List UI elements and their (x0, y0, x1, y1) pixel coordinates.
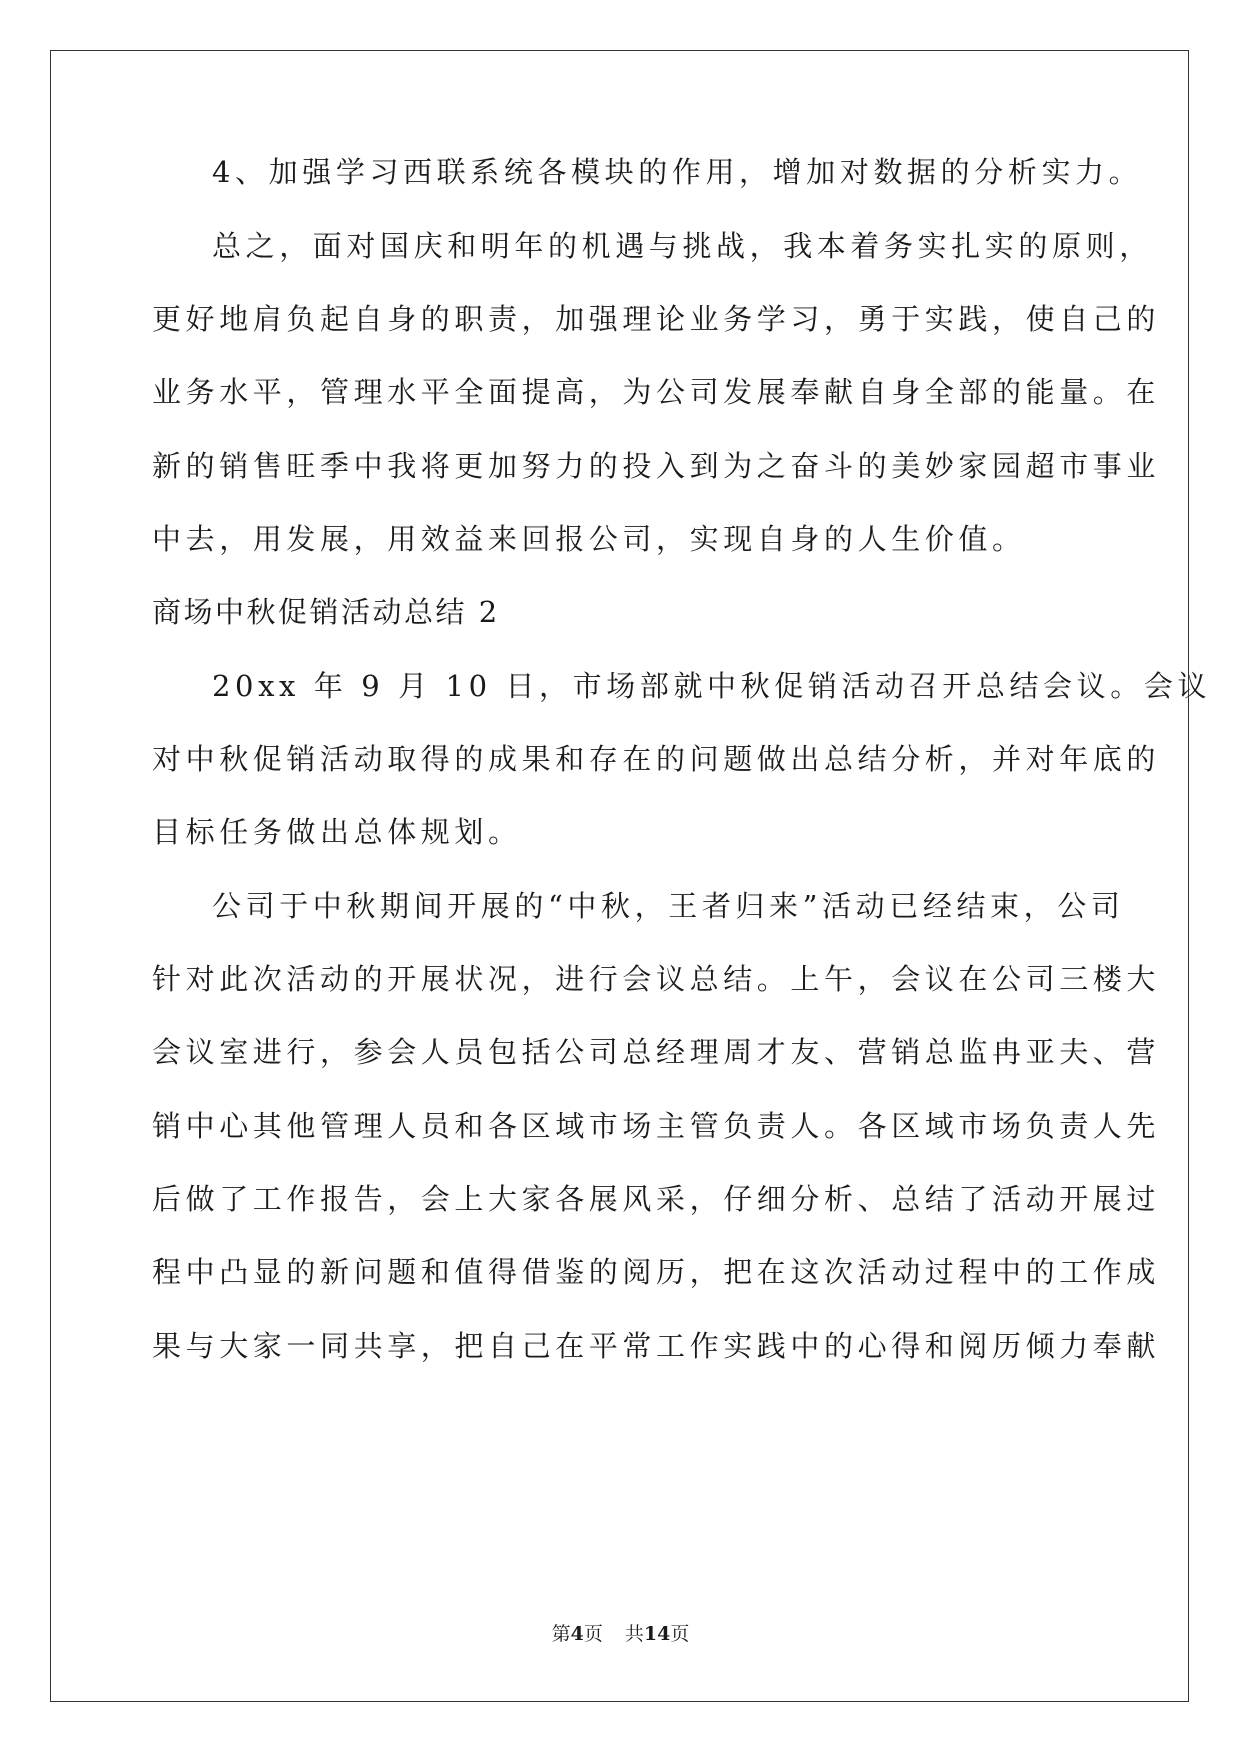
text-line: 对中秋促销活动取得的成果和存在的问题做出总结分析，并对年底的 (152, 742, 1161, 776)
section-heading: 商场中秋促销活动总结 2 (152, 595, 500, 629)
text-line: 20xx 年 9 月 10 日，市场部就中秋促销活动召开总结会议。会议 (212, 669, 1212, 703)
page-suffix: 页 (583, 1623, 603, 1645)
text-line: 总之，面对国庆和明年的机遇与挑战，我本着务实扎实的原则， (212, 229, 1153, 263)
text-line: 销中心其他管理人员和各区域市场主管负责人。各区域市场负责人先 (152, 1109, 1161, 1143)
total-suffix: 页 (670, 1623, 690, 1645)
text-line: 4、加强学习西联系统各模块的作用，增加对数据的分析实力。 (212, 155, 1143, 189)
text-line: 果与大家一同共享，把自己在平常工作实践中的心得和阅历倾力奉献 (152, 1329, 1161, 1363)
page-number: 4 (570, 1623, 584, 1645)
total-pages: 14 (643, 1623, 671, 1645)
text-line: 中去，用发展，用效益来回报公司，实现自身的人生价值。 (152, 522, 1026, 556)
text-line: 公司于中秋期间开展的“中秋，王者归来”活动已经结束，公司 (212, 889, 1125, 923)
page-footer (0, 1622, 1241, 1646)
text-line: 后做了工作报告，会上大家各展风采，仔细分析、总结了活动开展过 (152, 1182, 1161, 1216)
text-line: 新的销售旺季中我将更加努力的投入到为之奋斗的美妙家园超市事业 (152, 449, 1161, 483)
total-prefix: 共 (624, 1623, 644, 1645)
page-prefix: 第 (551, 1623, 571, 1645)
text-line: 目标任务做出总体规划。 (152, 815, 522, 849)
page-border (50, 50, 1189, 1702)
text-line: 针对此次活动的开展状况，进行会议总结。上午，会议在公司三楼大 (152, 962, 1161, 996)
text-line: 程中凸显的新问题和值得借鉴的阅历，把在这次活动过程中的工作成 (152, 1255, 1161, 1289)
text-line: 业务水平，管理水平全面提高，为公司发展奉献自身全部的能量。在 (152, 375, 1161, 409)
text-line: 更好地肩负起自身的职责，加强理论业务学习，勇于实践，使自己的 (152, 302, 1161, 336)
text-line: 会议室进行，参会人员包括公司总经理周才友、营销总监冉亚夫、营 (152, 1035, 1161, 1069)
